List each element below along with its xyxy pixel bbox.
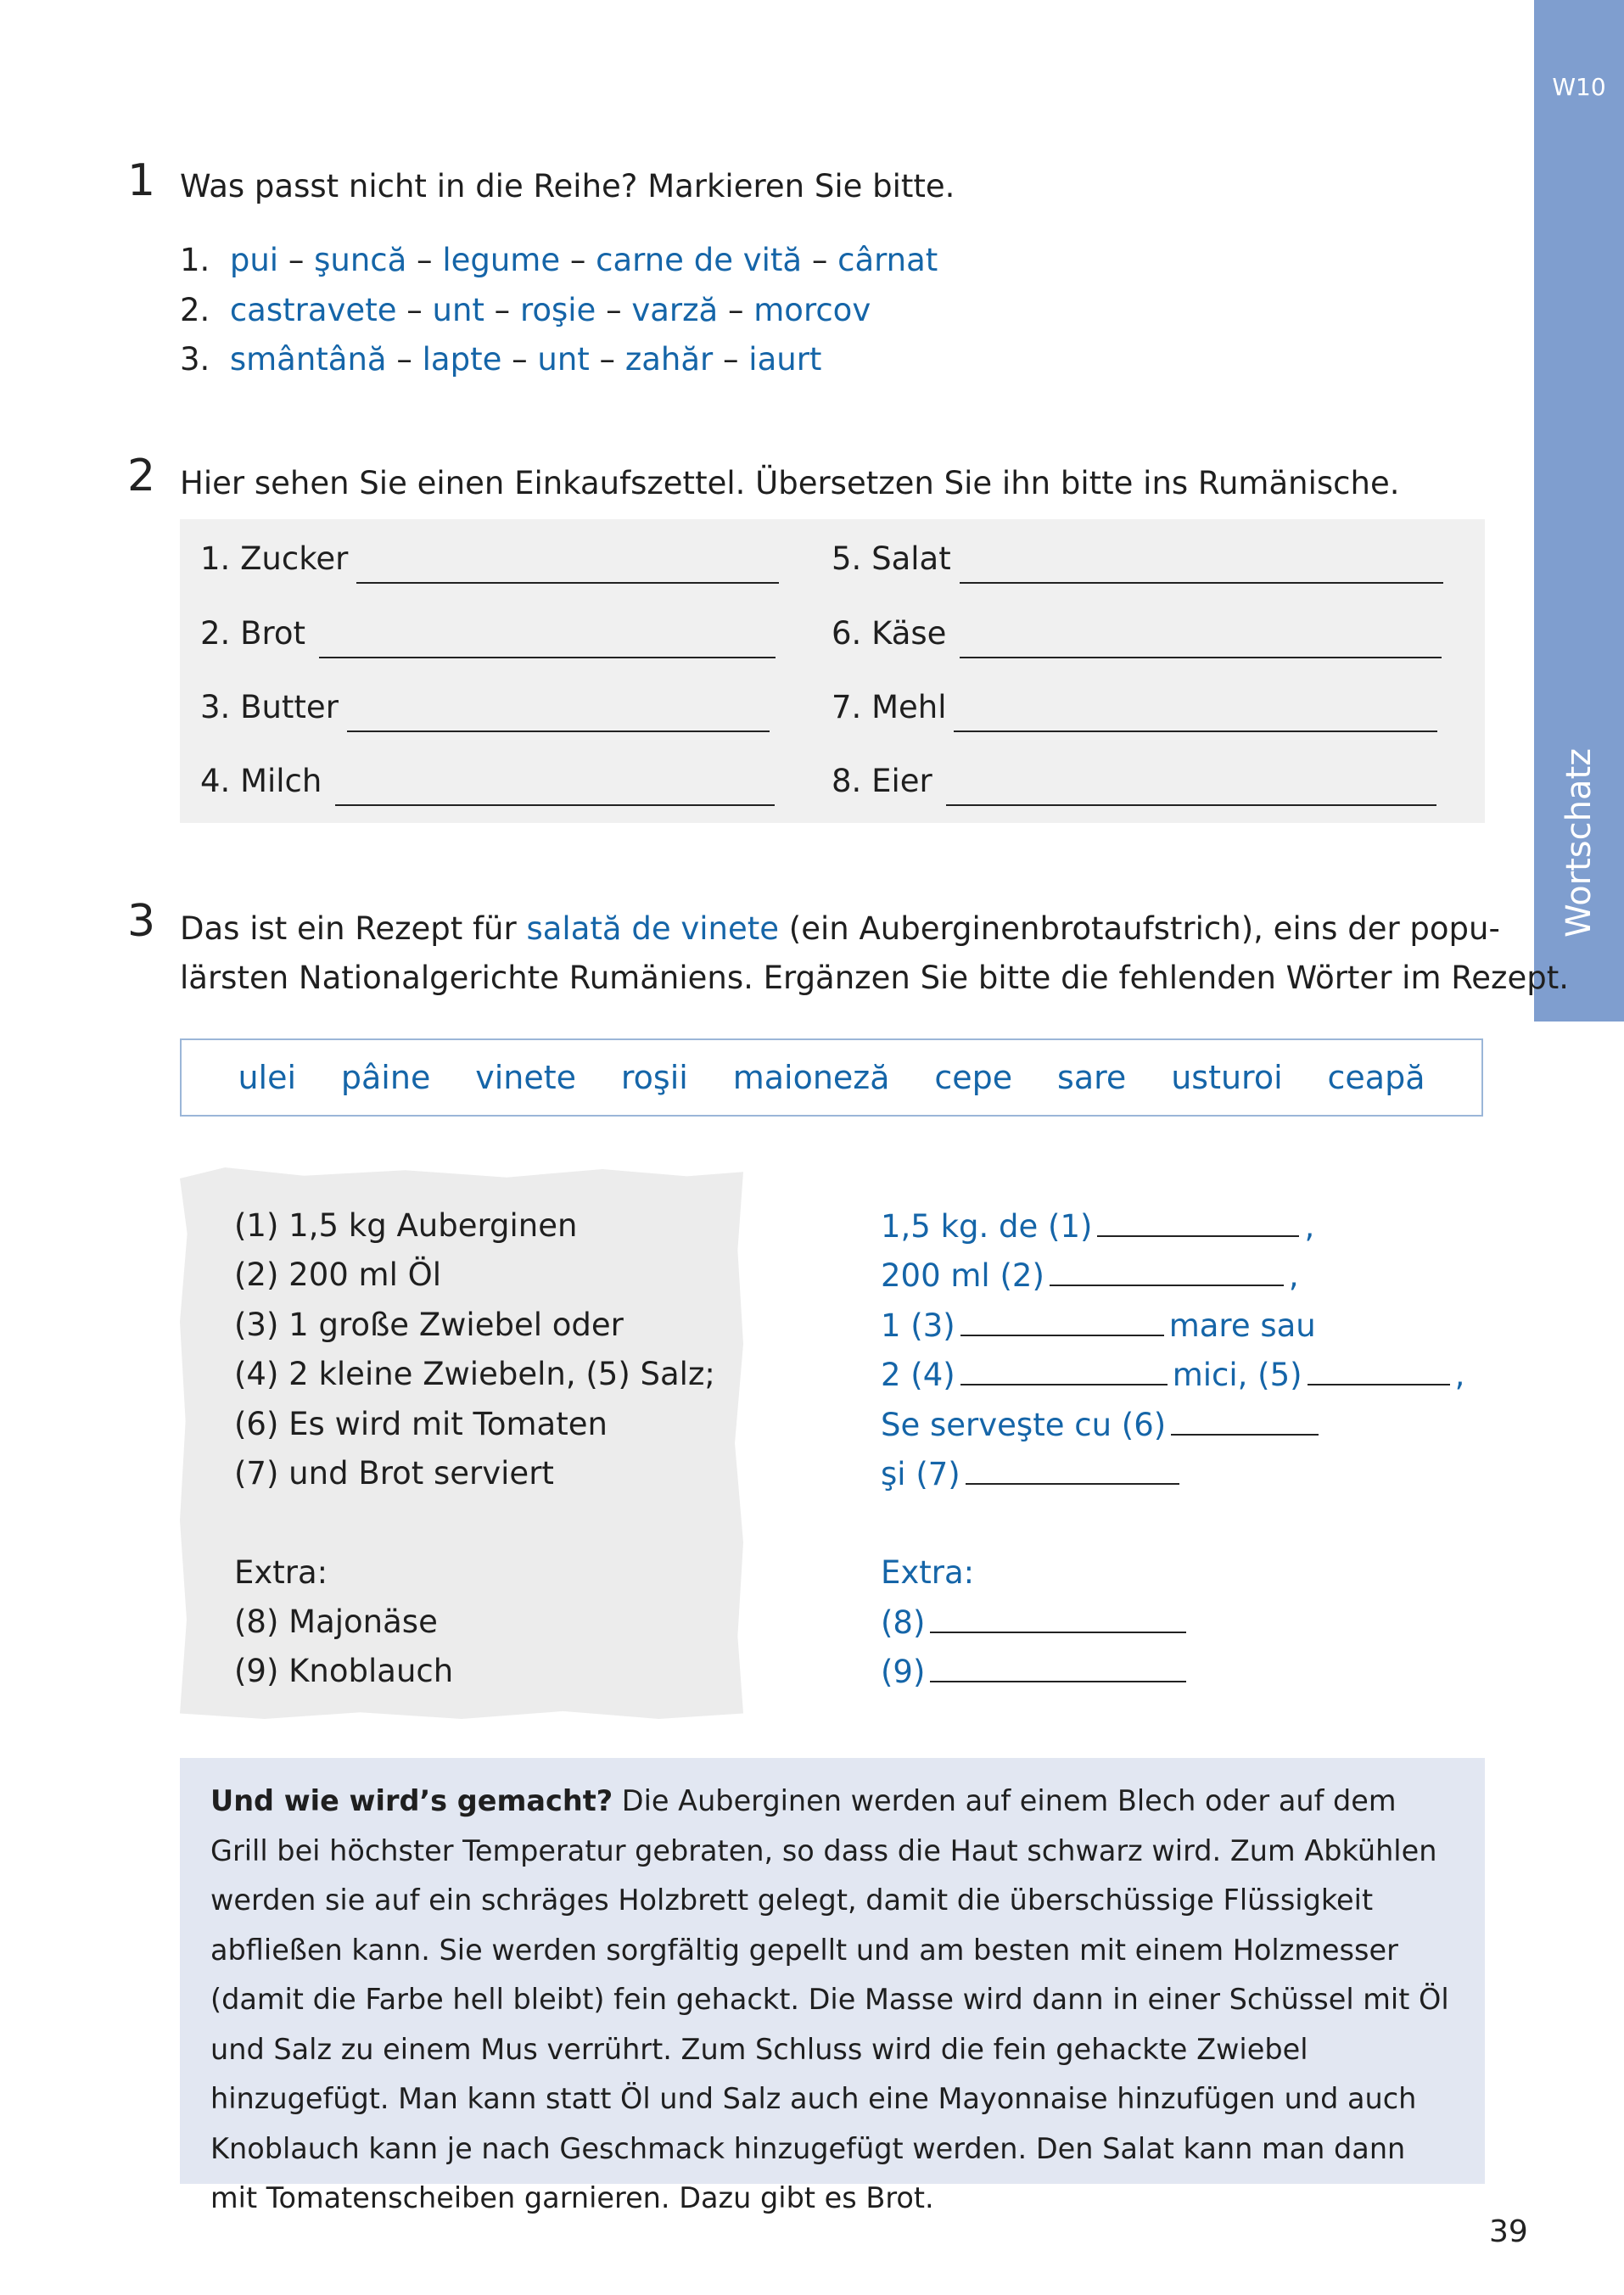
intro-text: (ein Auberginenbrotaufstrich), eins der popu- [779,910,1500,947]
shopping-item [832,535,1443,584]
answer-blank[interactable] [347,691,770,732]
item-word: Eier [871,763,932,799]
answer-blank[interactable] [960,1350,1168,1385]
item-number: 7. [832,689,862,725]
intro-text: Das ist ein Rezept für [180,910,527,947]
recipe-german-line: (8) Majonäse [234,1604,438,1640]
recipe-text: 1,5 kg. de (1) [881,1208,1093,1245]
item-number: 1. [200,540,231,577]
item-number: 5. [832,540,862,577]
recipe-text: mici, (5) [1172,1357,1302,1393]
choice-word[interactable]: cârnat [837,242,938,278]
exercise-1-row: 3. smântână – lapte – unt – zahăr – iaurt [180,341,822,378]
word-bank-item[interactable]: cepe [934,1059,1013,1096]
answer-blank[interactable] [946,765,1436,806]
choice-word[interactable]: unt [432,292,484,328]
answer-blank[interactable] [954,691,1437,732]
answer-blank[interactable] [1308,1350,1450,1385]
choice-word[interactable]: castravete [229,292,397,328]
word-bank-item[interactable]: roşii [620,1059,688,1096]
item-word: Butter [240,689,339,725]
recipe-text: , [1454,1357,1465,1393]
word-bank-item[interactable]: usturoi [1171,1059,1283,1096]
recipe-german-line: (6) Es wird mit Tomaten [234,1406,608,1442]
recipe-romanian-line [881,1400,1324,1450]
recipe-romanian-line [881,1251,1299,1301]
item-number: 4. [200,763,231,799]
item-word: Brot [240,615,306,652]
word-bank-item[interactable]: pâine [340,1059,431,1096]
recipe-text: mare sau [1168,1307,1316,1344]
row-number: 1. [180,242,210,278]
recipe-text: 1 (3) [881,1307,955,1344]
recipe-german-extra-label: Extra: [234,1554,328,1591]
page-number: 39 [1489,2214,1528,2249]
recipe-german-line: (9) Knoblauch [234,1653,454,1689]
recipe-text: şi (7) [881,1456,960,1492]
choice-word[interactable]: şuncă [314,242,407,278]
section-tab [1534,0,1624,1022]
exercise-3-intro-line1 [180,904,1500,954]
shopping-item [832,757,1436,806]
exercise-3-number: 3 [127,896,156,947]
item-word: Zucker [240,540,349,577]
recipe-text: (8) [881,1604,926,1641]
recipe-romanian-line [881,1647,1191,1697]
preparation-panel [180,1758,1485,2214]
choice-word[interactable]: iaurt [748,341,822,378]
choice-word[interactable]: zahăr [624,341,714,378]
recipe-romanian-extra-label: Extra: [881,1554,975,1591]
shopping-item [200,757,775,806]
exercise-1-row: 1. pui – şuncă – legume – carne de vită – cârnat [180,242,938,278]
item-number: 3. [200,689,231,725]
choice-word[interactable]: carne de vită [596,242,803,278]
exercise-1-row: 2. castravete – unt – roşie – varză – morcov [180,292,871,328]
recipe-text: Se serveşte cu (6) [881,1407,1167,1443]
shopping-item [832,609,1442,658]
answer-blank[interactable] [960,618,1442,658]
choice-word[interactable]: varză [631,292,719,328]
word-bank-item[interactable]: maioneză [732,1059,890,1096]
recipe-text: , [1288,1257,1299,1294]
choice-word[interactable]: morcov [753,292,871,328]
answer-blank[interactable] [960,1301,1164,1336]
item-number: 8. [832,763,862,799]
item-word: Milch [240,763,322,799]
answer-blank[interactable] [1171,1400,1319,1436]
recipe-german-line: (2) 200 ml Öl [234,1257,442,1293]
row-number: 2. [180,292,210,328]
answer-blank[interactable] [1097,1201,1299,1237]
answer-blank[interactable] [966,1449,1179,1485]
preparation-text: Die Auberginen werden auf einem Blech oder auf dem Grill bei höchster Temperatur gebraten, so dass die Haut schwarz wird. Zum Abkühlen werden sie auf ein schräges Holzbrett gelegt, damit die überschüssige Flüssigkeit abfließen kann. Sie werden sorgfältig gepellt und am besten mit einem Holzmesser (damit die Farbe hell bleibt) fein gehackt. Die Masse wird dann in einer Schüssel mit Öl und Salz zu einem Mus verrührt. Zum Schluss wird die fein gehackte Zwiebel hinzugefügt. Man kann statt Öl und Salz auch eine Mayonnaise hinzufügen und auch Knoblauch kann je nach Geschmack hinzugefügt werden. Den Salat kann man dann mit Tomatenscheiben garnieren. Dazu gibt es Brot. [210,1784,1449,2214]
shopping-item [200,535,779,584]
row-number: 3. [180,341,210,378]
choice-word[interactable]: legume [442,242,561,278]
recipe-romanian-line [881,1598,1191,1648]
word-bank-item[interactable]: sare [1057,1059,1127,1096]
answer-blank[interactable] [356,543,779,584]
answer-blank[interactable] [960,543,1443,584]
exercise-2-instruction: Hier sehen Sie einen Einkaufszettel. Übersetzen Sie ihn bitte ins Rumänische. [180,465,1400,501]
exercise-3-intro-line2: lärsten Nationalgerichte Rumäniens. Ergänzen Sie bitte die fehlenden Wörter im Rezept. [180,960,1569,996]
answer-blank[interactable] [319,618,776,658]
shopping-item [200,609,776,658]
word-bank [180,1038,1483,1117]
choice-word[interactable]: lapte [422,341,502,378]
exercise-2-number: 2 [127,451,156,501]
recipe-text: , [1304,1208,1315,1245]
item-word: Mehl [871,689,947,725]
answer-blank[interactable] [335,765,775,806]
exercise-1-instruction: Was passt nicht in die Reihe? Markieren Sie bitte. [180,168,955,204]
recipe-german-line: (1) 1,5 kg Auberginen [234,1207,578,1244]
item-word: Salat [871,540,951,577]
recipe-german-line: (4) 2 kleine Zwiebeln, (5) Salz; [234,1356,715,1392]
recipe-romanian-line [881,1301,1316,1351]
answer-blank[interactable] [1050,1251,1284,1286]
recipe-german-line: (3) 1 große Zwiebel oder [234,1307,624,1343]
recipe-romanian-line [881,1201,1314,1251]
recipe-german-line: (7) und Brot serviert [234,1455,554,1492]
choice-word[interactable]: unt [537,341,590,378]
answer-blank[interactable] [930,1647,1186,1682]
shopping-item [832,683,1437,732]
preparation-heading: Und wie wird’s gemacht? [210,1784,613,1817]
word-bank-item[interactable]: ulei [238,1059,297,1096]
item-number: 6. [832,615,862,652]
item-word: Käse [871,615,947,652]
shopping-item [200,683,770,732]
recipe-text: 2 (4) [881,1357,955,1393]
dish-name: salată de vinete [526,910,780,947]
recipe-text: (9) [881,1654,926,1690]
choice-word[interactable]: roşie [519,292,596,328]
choice-word[interactable]: smântână [229,341,387,378]
recipe-romanian-line [881,1449,1184,1499]
recipe-romanian-line [881,1350,1464,1400]
exercise-1-number: 1 [127,155,156,206]
word-bank-item[interactable]: vinete [475,1059,576,1096]
section-code: W10 [1552,73,1606,101]
section-label: Wortschatz [1560,747,1599,938]
choice-word[interactable]: pui [229,242,279,278]
answer-blank[interactable] [930,1598,1186,1633]
recipe-text: 200 ml (2) [881,1257,1044,1294]
item-number: 2. [200,615,231,652]
word-bank-item[interactable]: ceapă [1327,1059,1425,1096]
